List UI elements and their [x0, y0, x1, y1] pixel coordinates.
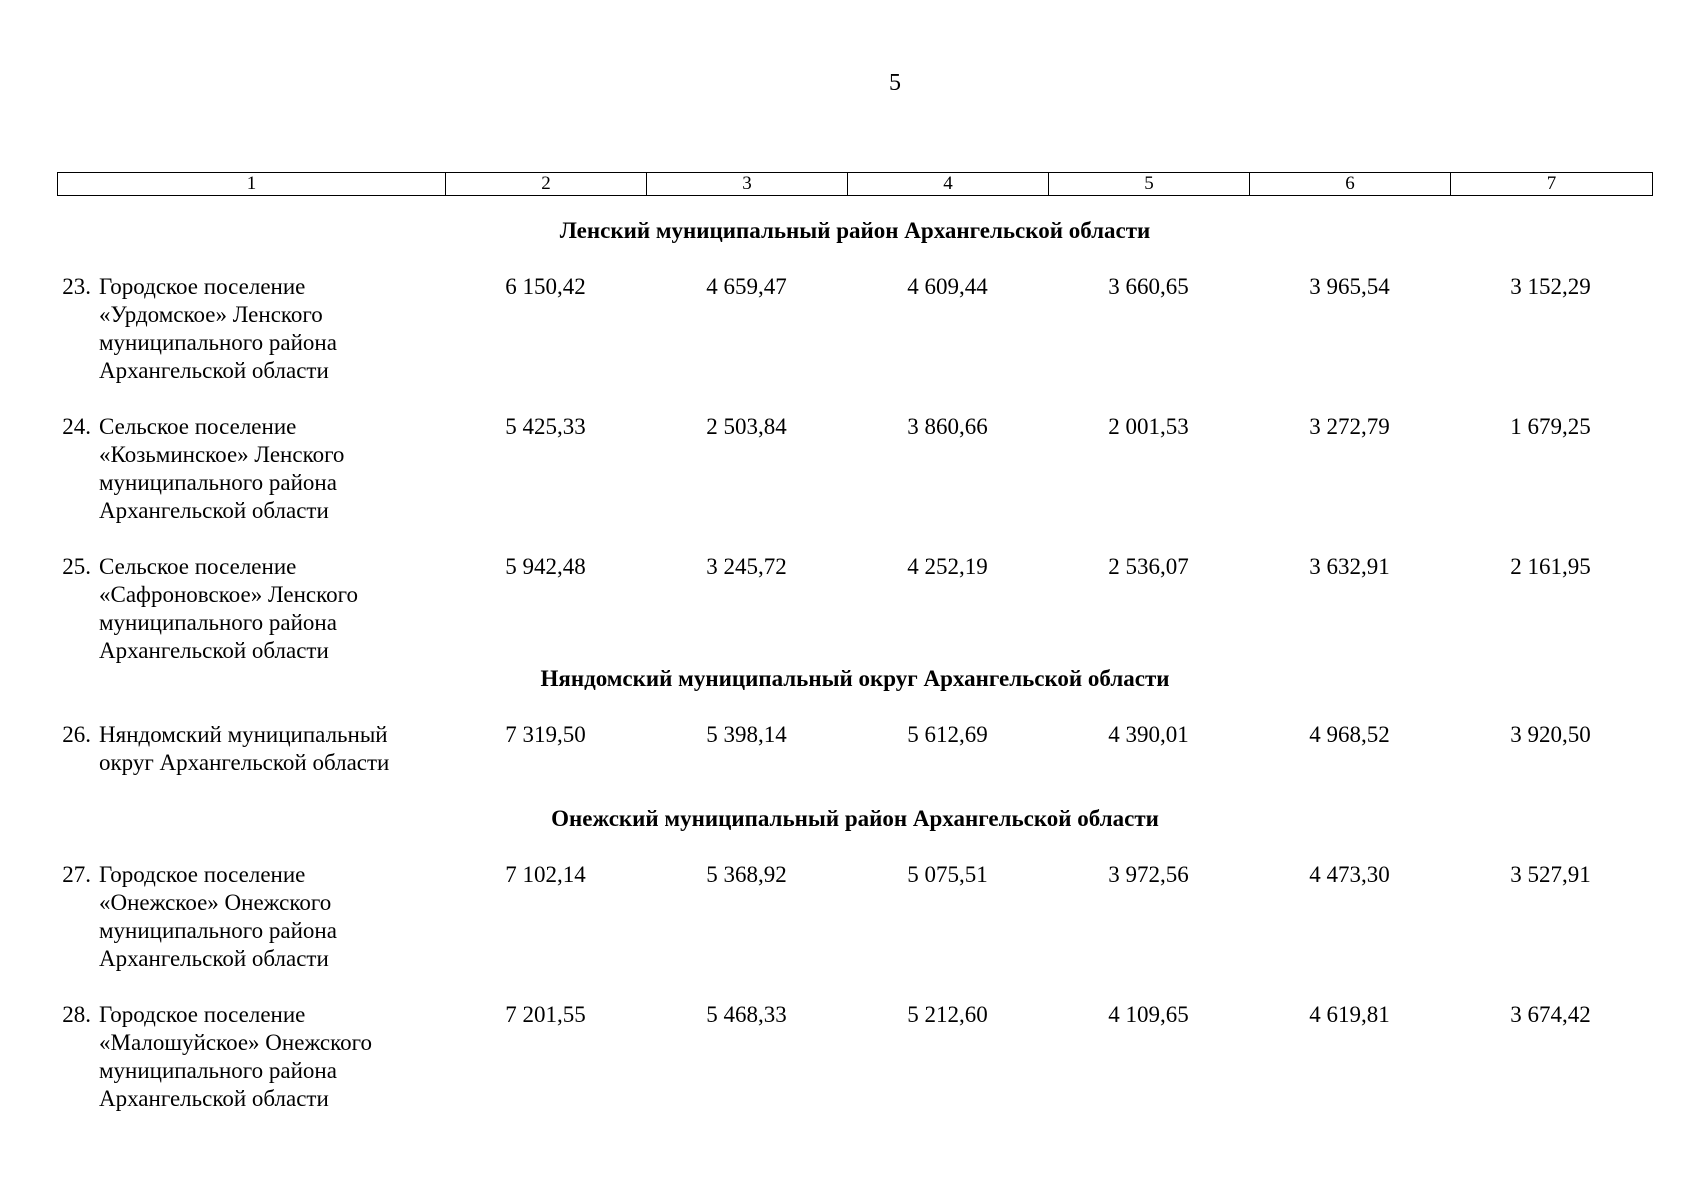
row-value-col4: 4 609,44: [907, 274, 988, 299]
header-cell-3: 3: [647, 173, 848, 195]
section-title-nyandoma: Няндомский муниципальный округ Архангельской области: [540, 666, 1170, 691]
section-title-onega: Онежский муниципальный район Архангельской области: [551, 806, 1159, 831]
row-number: 27.: [62, 862, 91, 887]
row-value-col2: 6 150,42: [505, 274, 586, 299]
row-value-col2: 7 201,55: [505, 1002, 586, 1027]
row-value-col4: 5 075,51: [907, 862, 988, 887]
row-name: Няндомский муниципальный округ Архангельской области: [99, 722, 390, 775]
table-row: [57, 273, 1651, 385]
row-value-col3: 3 245,72: [706, 554, 787, 579]
row-value-col3: 4 659,47: [706, 274, 787, 299]
row-value-col5: 4 109,65: [1108, 1002, 1189, 1027]
row-value-col7: 3 527,91: [1510, 862, 1591, 887]
page-number: 5: [889, 70, 901, 96]
row-name: Сельское поселение «Сафроновское» Ленского муниципального района Архангельской области: [99, 554, 358, 663]
row-number: 25.: [62, 554, 91, 579]
table-header: [57, 172, 1653, 196]
row-value-col3: 5 398,14: [706, 722, 787, 747]
row-value-col3: 5 468,33: [706, 1002, 787, 1027]
row-number: 28.: [62, 1002, 91, 1027]
row-value-col4: 5 612,69: [907, 722, 988, 747]
row-name: Городское поселение «Малошуйское» Онежского муниципального района Архангельской области: [99, 1002, 372, 1111]
section-title-lensky: Ленский муниципальный район Архангельской области: [559, 218, 1151, 243]
table-row: [57, 553, 1651, 665]
table-row: [57, 1001, 1651, 1113]
row-value-col3: 2 503,84: [706, 414, 787, 439]
table-row: [57, 861, 1651, 973]
header-cell-6: 6: [1250, 173, 1451, 195]
row-value-col7: 1 679,25: [1510, 414, 1591, 439]
header-cell-5: 5: [1049, 173, 1250, 195]
row-value-col2: 5 942,48: [505, 554, 586, 579]
row-value-col2: 5 425,33: [505, 414, 586, 439]
row-value-col5: 3 660,65: [1108, 274, 1189, 299]
row-value-col7: 3 674,42: [1510, 1002, 1591, 1027]
row-value-col2: 7 319,50: [505, 722, 586, 747]
header-cell-2: 2: [446, 173, 647, 195]
header-cell-7: 7: [1546, 173, 1557, 194]
row-value-col7: 2 161,95: [1510, 554, 1591, 579]
row-value-col6: 4 968,52: [1309, 722, 1390, 747]
row-name: Сельское поселение «Козьминское» Ленского муниципального района Архангельской области: [99, 414, 345, 523]
row-value-col6: 4 473,30: [1309, 862, 1390, 887]
row-value-col6: 3 965,54: [1309, 274, 1390, 299]
row-name: Городское поселение «Онежское» Онежского муниципального района Архангельской области: [99, 862, 337, 971]
table-row: [57, 413, 1651, 525]
row-number: 24.: [62, 414, 91, 439]
row-value-col5: 2 536,07: [1108, 554, 1189, 579]
row-value-col6: 3 632,91: [1309, 554, 1390, 579]
header-cell-4: 4: [848, 173, 1049, 195]
row-name: Городское поселение «Урдомское» Ленского муниципального района Архангельской области: [99, 274, 337, 383]
row-value-col7: 3 152,29: [1510, 274, 1591, 299]
row-value-col5: 2 001,53: [1108, 414, 1189, 439]
row-value-col5: 4 390,01: [1108, 722, 1189, 747]
row-value-col7: 3 920,50: [1510, 722, 1591, 747]
row-number: 26.: [62, 722, 91, 747]
row-value-col2: 7 102,14: [505, 862, 586, 887]
row-value-col6: 3 272,79: [1309, 414, 1390, 439]
row-value-col4: 5 212,60: [907, 1002, 988, 1027]
table-row: [57, 721, 1651, 777]
row-value-col4: 3 860,66: [907, 414, 988, 439]
row-value-col5: 3 972,56: [1108, 862, 1189, 887]
row-value-col3: 5 368,92: [706, 862, 787, 887]
row-value-col4: 4 252,19: [907, 554, 988, 579]
row-number: 23.: [62, 274, 91, 299]
row-value-col6: 4 619,81: [1309, 1002, 1390, 1027]
header-cell-1: 1: [58, 173, 446, 195]
